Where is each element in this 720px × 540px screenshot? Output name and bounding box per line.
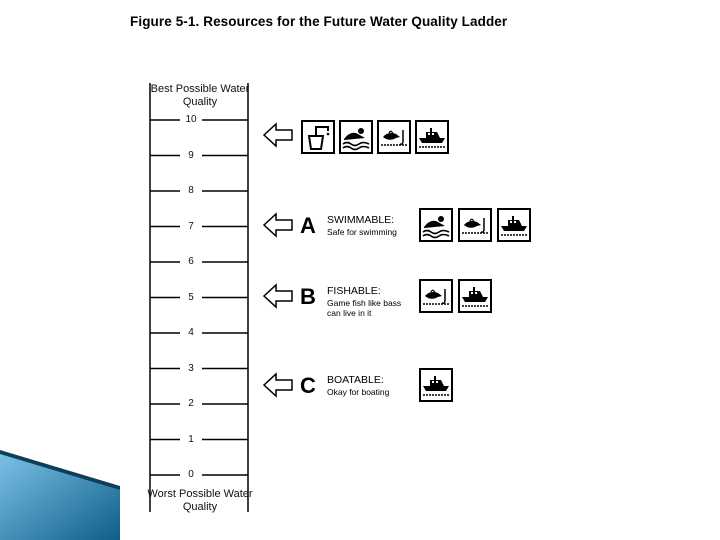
rung-number: 10 [185, 114, 197, 125]
rung-number: 7 [188, 220, 194, 232]
hollow-left-arrow-icon [262, 283, 294, 309]
rung-number: 3 [188, 362, 194, 374]
rung-number: 9 [188, 149, 194, 161]
swimmer-icon [339, 120, 373, 154]
rung-number: 4 [188, 327, 194, 338]
fish-icon [458, 208, 492, 242]
rung-number: 6 [188, 256, 194, 267]
grade-letter-c: C [300, 373, 316, 398]
boat-icon [497, 208, 531, 242]
grade-name-c: BOATABLE: [327, 374, 384, 386]
boat-icon [419, 368, 453, 402]
fish-icon [419, 279, 453, 313]
grade-letter-a: A [300, 213, 316, 238]
decorative-blue-wedge [0, 450, 130, 540]
grade-letter-b: B [300, 284, 316, 309]
ladder-top-label: Best Possible Water Quality [150, 83, 250, 108]
grade-name-b: FISHABLE: [327, 285, 381, 297]
grade-name-a: SWIMMABLE: [327, 214, 395, 226]
boat-icon [415, 120, 449, 154]
fish-icon [377, 120, 411, 154]
drinking-water-icon [301, 120, 335, 154]
ladder-bottom-label: Worst Possible Water Quality [147, 488, 253, 513]
rung-number: 1 [188, 433, 194, 445]
boat-icon [458, 279, 492, 313]
grade-desc-b: Game fish like bass can live in it [327, 298, 402, 318]
rung-number: 2 [188, 398, 194, 409]
swimmer-icon [419, 208, 453, 242]
rung-number: 5 [188, 291, 194, 303]
hollow-left-arrow-icon [262, 122, 294, 148]
grade-desc-c: Okay for boating [327, 387, 390, 397]
grade-desc-a: Safe for swimming [327, 227, 397, 237]
figure-title: Figure 5-1. Resources for the Future Water Quality Ladder [130, 14, 508, 29]
hollow-left-arrow-icon [262, 372, 294, 398]
hollow-left-arrow-icon [262, 212, 294, 238]
rung-number: 0 [188, 469, 194, 480]
rung-number: 8 [188, 185, 194, 196]
